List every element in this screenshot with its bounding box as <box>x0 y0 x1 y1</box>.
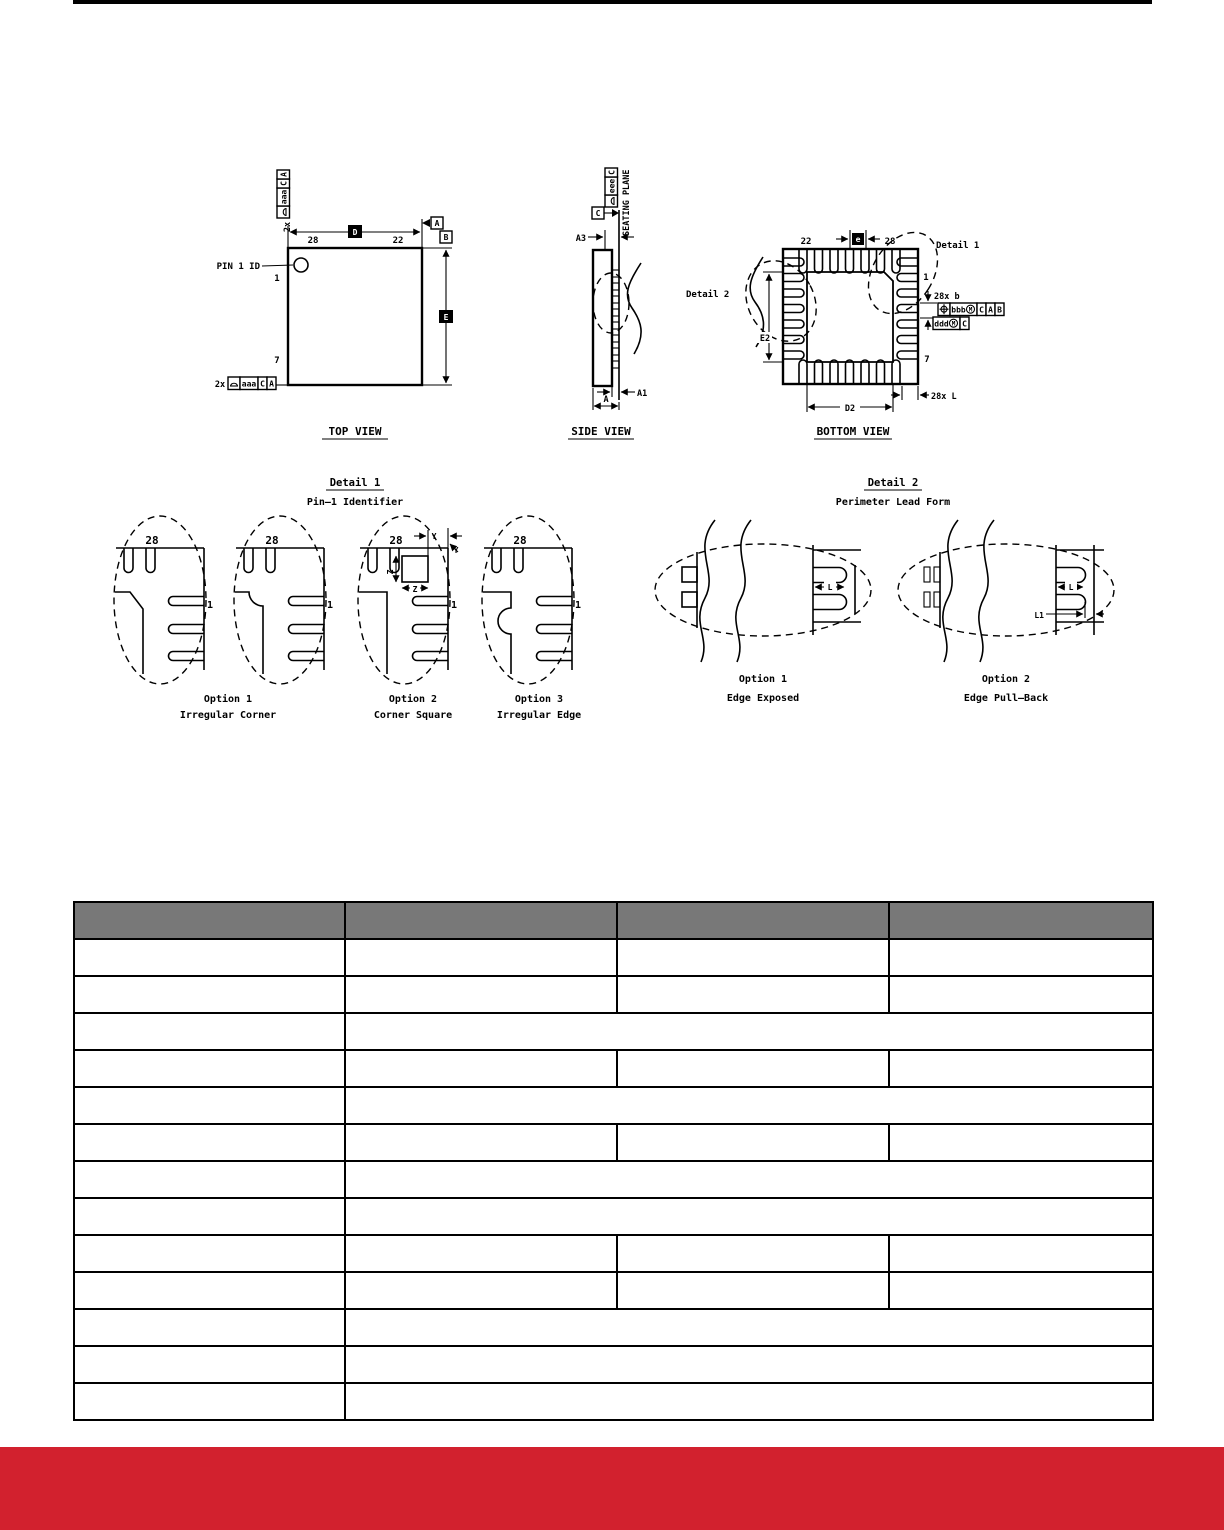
table-header-cell <box>617 902 889 939</box>
fcf-cell-label: A <box>269 379 274 389</box>
table-row <box>74 1235 1153 1272</box>
detail2-title: Detail 2 <box>867 477 919 489</box>
table-cell <box>345 1309 1153 1346</box>
fcf-cell-label: eee <box>607 178 617 194</box>
option1-desc: Irregular Corner <box>179 710 277 721</box>
pin28-label: 28 <box>389 534 403 547</box>
table-cell <box>617 1235 889 1272</box>
option1-desc: Edge Exposed <box>726 693 800 704</box>
table-row <box>74 976 1153 1013</box>
table-cell <box>74 1235 345 1272</box>
mmc-symbol-icon: M <box>951 320 956 328</box>
dim-label-D2: D2 <box>844 404 856 414</box>
table-row <box>74 1272 1153 1309</box>
detail1-subtitle: Pin—1 Identifier <box>306 497 404 508</box>
break-line <box>627 263 641 354</box>
pin1-label: 1 <box>450 600 458 611</box>
fcf-cell-label: aaa <box>241 379 257 389</box>
dim-label-Y: Y <box>453 546 459 555</box>
table-cell <box>345 1087 1153 1124</box>
fcf-ddd-leads <box>933 317 969 330</box>
fcf-cell-label: bbb <box>951 305 966 315</box>
dim-label-Y: Y <box>431 532 437 541</box>
mmc-symbol-icon: M <box>968 306 973 314</box>
table-cell <box>889 976 1153 1013</box>
pin28-label: 28 <box>145 534 159 547</box>
datum-a-label: A <box>434 219 440 228</box>
table-cell <box>74 1124 345 1161</box>
table-cell <box>345 1198 1153 1235</box>
pin1-label: 1 <box>923 273 929 283</box>
pin1-label: 1 <box>206 600 214 611</box>
datum-b-label: B <box>443 233 449 242</box>
fcf-cell-label: ddd <box>934 319 949 329</box>
table-cell <box>345 976 617 1013</box>
seating-plane-label: SEATING PLANE <box>622 169 632 236</box>
table-cell <box>889 1235 1153 1272</box>
pin7-label: 7 <box>924 355 930 365</box>
table-row <box>74 1050 1153 1087</box>
table-cell <box>74 1198 345 1235</box>
table-cell <box>74 1383 345 1420</box>
lead-width-label: 28x b <box>934 292 960 302</box>
table-cell <box>617 976 889 1013</box>
pin1-id-circle <box>294 258 308 272</box>
detail2-reference: Detail 2 <box>686 290 730 300</box>
dim-label-e: e <box>855 235 861 244</box>
option2-label: Option 2 <box>388 694 438 705</box>
pin28-label: 28 <box>265 534 279 547</box>
table-cell <box>74 939 345 976</box>
datum-c-label: C <box>595 209 601 218</box>
table-cell <box>74 1050 345 1087</box>
bottom-view-title: BOTTOM VIEW <box>816 425 890 438</box>
package-bottom-outline <box>783 249 918 384</box>
pin28-label: 28 <box>884 237 896 247</box>
pin1-label: 1 <box>326 600 334 611</box>
table-body <box>74 939 1153 1420</box>
side-view-title: SIDE VIEW <box>571 425 631 438</box>
perimeter-leads <box>783 249 918 384</box>
lead-length-label: 28x L <box>931 392 957 402</box>
pin22-label: 22 <box>392 236 404 246</box>
table-cell <box>74 1272 345 1309</box>
table-cell <box>345 1124 617 1161</box>
table-cell <box>345 1013 1153 1050</box>
detail1-title: Detail 1 <box>329 477 381 489</box>
top-view-title: TOP VIEW <box>328 425 382 438</box>
datum-a-triangle-icon <box>422 219 430 227</box>
option2-desc: Edge Pull—Back <box>963 693 1049 704</box>
fcf-cell-label: C <box>279 181 289 186</box>
dim-label-Z: Z <box>412 585 418 594</box>
top-view <box>215 217 453 439</box>
option2-label: Option 2 <box>981 674 1031 685</box>
dim-label-L: L <box>827 583 833 592</box>
table-cell <box>617 939 889 976</box>
dimensions-table <box>73 901 1154 1421</box>
perimeter-lead-form-options <box>655 520 1114 662</box>
fcf-cell-label: C <box>260 379 265 389</box>
fcf-cell-label: aaa <box>279 189 289 205</box>
table-cell <box>889 1050 1153 1087</box>
pin1-identifier-options <box>114 516 574 684</box>
table-header-cell <box>889 902 1153 939</box>
table-cell <box>617 1124 889 1161</box>
table-row <box>74 1087 1153 1124</box>
dim-label-A: A <box>603 395 609 405</box>
table-row <box>74 1309 1153 1346</box>
table-cell <box>889 939 1153 976</box>
fcf-cell-label: B <box>997 305 1002 315</box>
fcf-cell-label: C <box>962 319 967 329</box>
dim-label-E: E <box>443 313 449 322</box>
table-cell <box>74 976 345 1013</box>
table-cell <box>889 1272 1153 1309</box>
table-row <box>74 1198 1153 1235</box>
pin22-label: 22 <box>800 237 812 247</box>
table-header-cell <box>345 902 617 939</box>
pin1-label: 1 <box>574 600 582 611</box>
pin1-id-label: PIN 1 ID <box>216 262 260 272</box>
table-cell <box>345 1272 617 1309</box>
table-cell <box>74 1346 345 1383</box>
table-row <box>74 1124 1153 1161</box>
option1-label: Option 1 <box>738 674 788 685</box>
detail1-reference: Detail 1 <box>936 241 980 251</box>
dim-label-D: D <box>352 228 358 237</box>
fcf-cell-label: C <box>607 170 617 175</box>
table-row <box>74 1013 1153 1050</box>
table-cell <box>345 1050 617 1087</box>
qty-2x-label: 2x <box>214 380 226 390</box>
detail1-section <box>114 477 581 721</box>
fcf-profile-side <box>605 168 618 207</box>
side-view <box>568 169 729 439</box>
table-row <box>74 1383 1153 1420</box>
pin28-label: 28 <box>307 236 319 246</box>
dim-label-A1: A1 <box>637 389 648 399</box>
datum-c-triangle-icon <box>612 209 619 217</box>
fcf-profile-bottom-left <box>228 377 276 390</box>
footer-band <box>0 1447 1224 1530</box>
table-cell <box>345 1383 1153 1420</box>
table-cell <box>345 1235 617 1272</box>
table-cell <box>345 1161 1153 1198</box>
fcf-cell-label: C <box>979 305 984 315</box>
table-row <box>74 939 1153 976</box>
table-header <box>74 902 1153 939</box>
table-row <box>74 1346 1153 1383</box>
dim-label-L1: L1 <box>1034 611 1044 620</box>
table-cell <box>74 1013 345 1050</box>
option3-label: Option 3 <box>514 694 564 705</box>
dim-label-E2: E2 <box>759 334 771 344</box>
tolerance-frames <box>228 168 1004 390</box>
table-cell <box>74 1161 345 1198</box>
option3-desc: Irregular Edge <box>496 710 582 721</box>
table-header-cell <box>74 902 345 939</box>
fcf-cell-label: A <box>279 172 289 177</box>
exposed-pad-outline <box>807 272 893 362</box>
table-row <box>74 1161 1153 1198</box>
table-cell <box>617 1272 889 1309</box>
fcf-position-leads <box>938 303 1004 316</box>
table-cell <box>617 1050 889 1087</box>
fcf-profile-top-left <box>277 170 290 218</box>
table-cell <box>74 1309 345 1346</box>
dim-label-A3: A3 <box>575 234 586 244</box>
fcf-cell-label: A <box>988 305 993 315</box>
detail2-section <box>655 477 1114 704</box>
detail2-subtitle: Perimeter Lead Form <box>835 497 951 508</box>
table-cell <box>345 939 617 976</box>
pin7-label: 7 <box>274 356 280 366</box>
dim-label-Z: Z <box>386 569 395 575</box>
table-cell <box>74 1087 345 1124</box>
table-cell <box>345 1346 1153 1383</box>
option2-desc: Corner Square <box>373 710 453 721</box>
pin1-label: 1 <box>274 274 280 284</box>
option1-label: Option 1 <box>203 694 253 705</box>
package-body-outline <box>288 248 422 385</box>
pin28-label: 28 <box>513 534 527 547</box>
qty-2x-label: 2x <box>283 221 293 233</box>
table-cell <box>889 1124 1153 1161</box>
dim-label-L: L <box>1068 583 1074 592</box>
